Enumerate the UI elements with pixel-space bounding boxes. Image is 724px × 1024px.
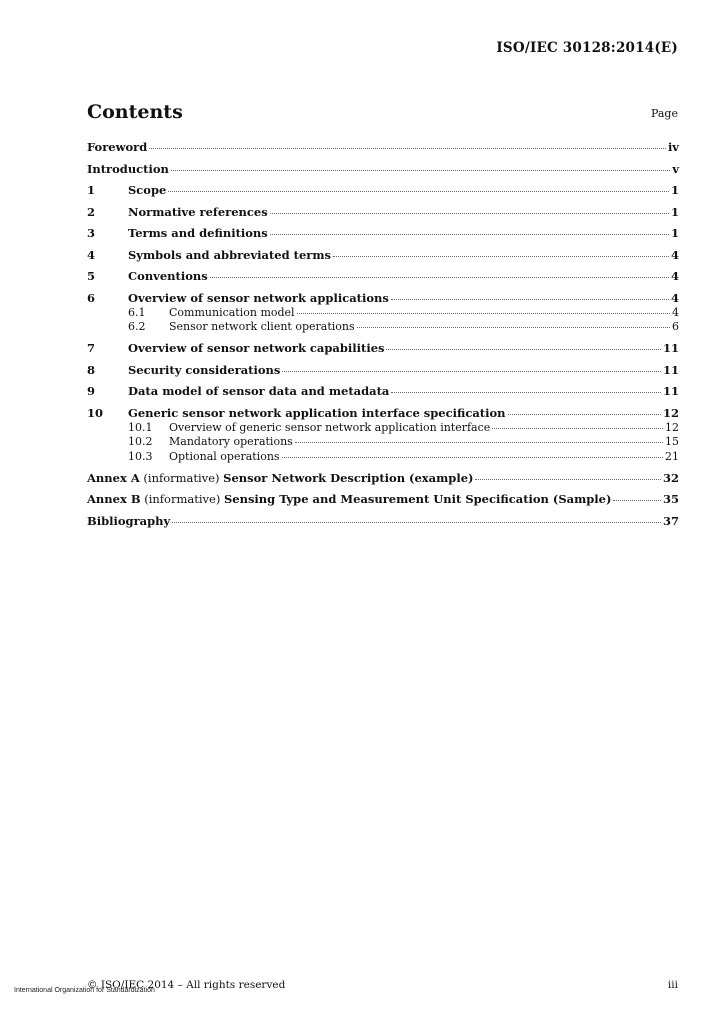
toc-entry-number: 10: [87, 405, 104, 420]
toc-entry-title: [128, 183, 166, 198]
toc-entry-page: 32: [662, 470, 679, 485]
dot-leader: [508, 414, 661, 415]
toc-entry-number: 3: [87, 226, 96, 240]
contents-heading: Contents: [87, 101, 183, 123]
toc-entry-annex-title: Sensing Type and Measurement Unit Specification (Sample): [223, 492, 612, 507]
toc-entry-heading: Overview of sensor network capabilities: [128, 341, 385, 356]
toc-entry-title: [169, 320, 355, 335]
toc-entry[interactable]: [87, 421, 679, 436]
toc-entry-page: 12: [662, 405, 679, 420]
toc-entry[interactable]: [87, 162, 679, 177]
toc-entry-number: 2: [87, 204, 96, 219]
toc-entry-page: v: [672, 161, 679, 176]
dot-leader: [333, 256, 669, 257]
toc-entry-number: 9: [87, 384, 96, 399]
dot-leader: [210, 277, 669, 278]
toc-entry-title: [169, 306, 295, 321]
toc-entry-title: [169, 421, 490, 436]
table-of-contents: [87, 140, 679, 529]
toc-entry-page: 21: [665, 449, 679, 463]
toc-entry[interactable]: [87, 269, 679, 284]
toc-entry-heading: Symbols and abbreviated terms: [128, 247, 331, 262]
toc-entry-page: 37: [662, 513, 679, 528]
toc-entry-page: 6: [672, 320, 679, 334]
toc-entry-number: 5: [87, 269, 96, 283]
dot-leader: [172, 522, 661, 523]
toc-entry-heading: Generic sensor network application interface specification: [128, 405, 506, 420]
toc-entry-page: 11: [662, 362, 679, 377]
toc-entry[interactable]: [87, 435, 679, 450]
toc-entry-number: 4: [87, 247, 96, 262]
dot-leader: [270, 213, 669, 214]
toc-entry-page: iv: [667, 140, 679, 154]
toc-entry-page: 11: [662, 341, 679, 356]
toc-entry-number: 6.2: [128, 320, 146, 334]
toc-entry-heading: Sensor network client operations: [169, 320, 355, 334]
dot-leader: [357, 327, 670, 328]
dot-leader: [613, 500, 661, 501]
dot-leader: [149, 148, 666, 149]
toc-entry-page: 15: [665, 435, 679, 449]
dot-leader: [171, 170, 670, 171]
copyright-notice: © ISO/IEC 2014 – All rights reserved: [87, 979, 286, 991]
toc-entry-heading: Security considerations: [128, 362, 281, 377]
dot-leader: [282, 371, 661, 372]
toc-entry[interactable]: [87, 341, 679, 356]
dot-leader: [297, 313, 670, 314]
toc-entry[interactable]: [87, 471, 679, 486]
toc-entry-title: [169, 450, 280, 465]
dot-leader: [391, 392, 661, 393]
toc-entry-title: [128, 341, 384, 356]
toc-entry-title: [128, 291, 389, 306]
toc-entry[interactable]: [87, 450, 679, 465]
page-column-label: Page: [650, 107, 678, 120]
toc-entry-page: 35: [662, 492, 679, 507]
toc-entry-informative-tag: (informative): [140, 492, 224, 507]
toc-entry-title: [87, 492, 611, 507]
toc-entry-page: 11: [662, 384, 679, 399]
toc-entry-page: 1: [670, 183, 679, 197]
toc-entry-title: [87, 471, 473, 486]
toc-entry[interactable]: [87, 306, 679, 321]
dot-leader: [386, 349, 661, 350]
toc-entry-page: 4: [670, 290, 679, 305]
toc-entry-page: 1: [670, 226, 679, 240]
toc-entry[interactable]: [87, 291, 679, 306]
toc-entry-heading: Foreword: [87, 140, 148, 154]
toc-entry-title: [128, 248, 331, 263]
toc-entry[interactable]: [87, 140, 679, 155]
toc-entry-number: 10.1: [128, 420, 153, 434]
toc-entry[interactable]: [87, 205, 679, 220]
toc-entry-heading: Data model of sensor data and metadata: [128, 384, 390, 399]
toc-entry[interactable]: [87, 226, 679, 241]
toc-entry-page: 1: [670, 204, 679, 219]
toc-entry-number: 6: [87, 290, 96, 305]
toc-entry-title: [128, 269, 208, 284]
toc-entry-heading: Scope: [128, 183, 167, 197]
dot-leader: [282, 457, 663, 458]
dot-leader: [475, 479, 661, 480]
toc-entry-title: [128, 226, 268, 241]
toc-entry-heading: Annex B: [87, 492, 141, 507]
toc-entry-page: 12: [665, 420, 679, 434]
toc-entry-number: 10.2: [128, 435, 153, 449]
toc-entry-title: [128, 406, 506, 421]
toc-entry-title: [128, 363, 280, 378]
dot-leader: [270, 234, 669, 235]
toc-entry[interactable]: [87, 320, 679, 335]
toc-entry-title: [87, 514, 170, 529]
toc-entry[interactable]: [87, 492, 679, 507]
toc-entry[interactable]: [87, 384, 679, 399]
toc-entry[interactable]: [87, 363, 679, 378]
dot-leader: [492, 428, 663, 429]
organization-watermark: International Organization for Standardization: [14, 987, 155, 994]
toc-entry[interactable]: [87, 406, 679, 421]
toc-entry-title: [87, 162, 169, 177]
toc-entry-heading: Communication model: [169, 305, 295, 319]
toc-entry-heading: Optional operations: [169, 449, 280, 463]
toc-entry-heading: Bibliography: [87, 513, 171, 528]
toc-entry-number: 1: [87, 183, 96, 197]
toc-entry[interactable]: [87, 183, 679, 198]
toc-entry-title: [87, 140, 147, 155]
toc-entry-heading: Overview of sensor network applications: [128, 290, 389, 305]
dot-leader: [168, 191, 669, 192]
toc-entry[interactable]: [87, 248, 679, 263]
toc-entry-page: 4: [670, 247, 679, 262]
toc-entry-informative-tag: (informative): [139, 470, 224, 485]
page-number: iii: [667, 979, 678, 991]
toc-entry-title: [128, 384, 389, 399]
dot-leader: [391, 299, 669, 300]
toc-entry-heading: Normative references: [128, 204, 268, 219]
standard-identifier: ISO/IEC 30128:2014(E): [496, 40, 678, 56]
toc-entry-heading: Overview of generic sensor network application interface: [169, 420, 491, 434]
dot-leader: [295, 442, 663, 443]
toc-entry-page: 4: [670, 269, 679, 283]
toc-entry-title: [169, 435, 293, 450]
toc-entry-annex-title: Sensor Network Description (example): [223, 470, 474, 485]
toc-entry-heading: Conventions: [128, 269, 208, 283]
toc-entry-number: 7: [87, 341, 96, 356]
toc-entry-number: 6.1: [128, 305, 146, 319]
toc-entry-heading: Introduction: [87, 161, 169, 176]
toc-entry-number: 8: [87, 362, 96, 377]
toc-entry-heading: Annex A: [87, 470, 140, 485]
toc-entry-heading: Terms and definitions: [128, 226, 268, 240]
toc-entry[interactable]: [87, 514, 679, 529]
toc-entry-number: 10.3: [128, 449, 153, 463]
toc-entry-title: [128, 205, 268, 220]
toc-entry-page: 4: [672, 305, 679, 319]
toc-entry-heading: Mandatory operations: [169, 435, 293, 449]
